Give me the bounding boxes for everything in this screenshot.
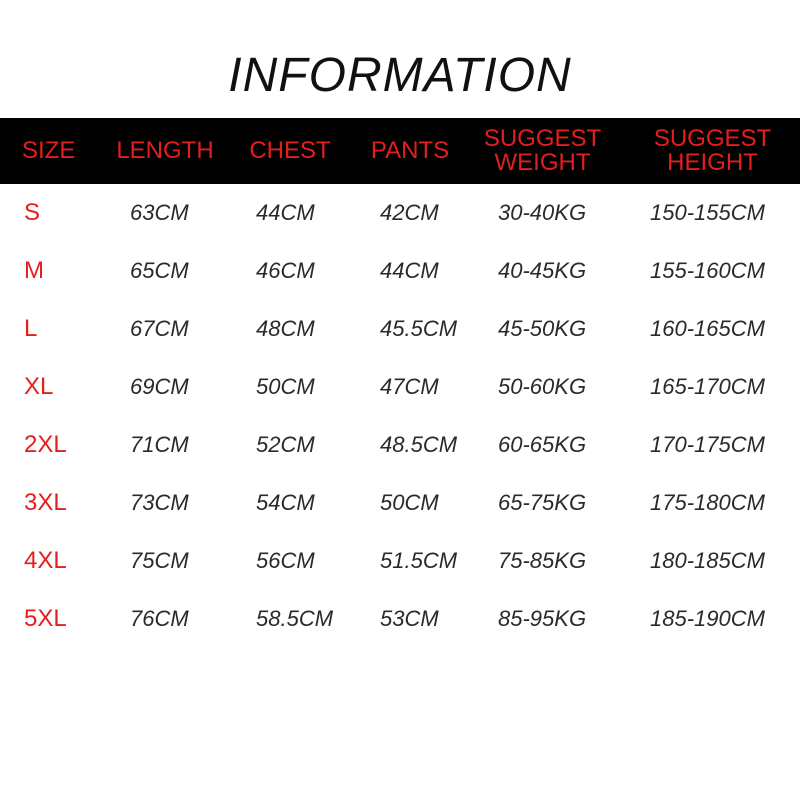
cell-length: 75CM bbox=[130, 548, 189, 573]
table-row bbox=[0, 184, 800, 242]
cell-length: 73CM bbox=[130, 490, 189, 515]
table-row bbox=[0, 416, 800, 474]
table-row bbox=[0, 300, 800, 358]
cell-weight: 40-45KG bbox=[498, 258, 587, 283]
cell-weight: 75-85KG bbox=[498, 548, 587, 573]
table-row bbox=[0, 532, 800, 590]
table-row bbox=[0, 590, 800, 648]
cell-size: 2XL bbox=[24, 431, 67, 458]
cell-weight: 45-50KG bbox=[498, 316, 587, 341]
cell-height: 150-155CM bbox=[650, 200, 765, 225]
header-suggest-height bbox=[650, 118, 775, 184]
cell-chest: 54CM bbox=[256, 490, 315, 515]
cell-chest: 46CM bbox=[256, 258, 315, 283]
table-row bbox=[0, 358, 800, 416]
cell-size: XL bbox=[24, 373, 54, 400]
cell-weight: 50-60KG bbox=[498, 374, 587, 399]
cell-weight: 85-95KG bbox=[498, 606, 587, 631]
cell-pants: 48.5CM bbox=[380, 432, 458, 457]
cell-length: 63CM bbox=[130, 200, 189, 225]
cell-size: 3XL bbox=[24, 489, 67, 516]
cell-length: 76CM bbox=[130, 606, 189, 631]
cell-height: 155-160CM bbox=[650, 258, 765, 283]
cell-length: 67CM bbox=[130, 316, 189, 341]
cell-height: 175-180CM bbox=[650, 490, 765, 515]
cell-pants: 51.5CM bbox=[380, 548, 458, 573]
cell-pants: 45.5CM bbox=[380, 316, 458, 341]
cell-chest: 52CM bbox=[256, 432, 315, 457]
cell-height: 160-165CM bbox=[650, 316, 765, 341]
cell-height: 185-190CM bbox=[650, 606, 765, 631]
cell-size: M bbox=[24, 257, 44, 284]
cell-size: 5XL bbox=[24, 605, 67, 632]
table-row bbox=[0, 474, 800, 532]
cell-chest: 56CM bbox=[256, 548, 315, 573]
header-suggest-weight bbox=[480, 118, 605, 184]
cell-size: S bbox=[24, 199, 41, 226]
table-row bbox=[0, 242, 800, 300]
cell-chest: 44CM bbox=[256, 200, 315, 225]
cell-pants: 42CM bbox=[380, 200, 439, 225]
page-title: INFORMATION bbox=[228, 49, 572, 102]
cell-chest: 50CM bbox=[256, 374, 315, 399]
cell-chest: 58.5CM bbox=[256, 606, 334, 631]
header-suggest-weight-line2: WEIGHT bbox=[494, 149, 591, 176]
header-length: LENGTH bbox=[116, 137, 214, 164]
cell-size: L bbox=[24, 315, 38, 342]
header-pants: PANTS bbox=[370, 137, 450, 164]
header-size: SIZE bbox=[22, 137, 76, 164]
table-header bbox=[0, 118, 800, 184]
cell-length: 65CM bbox=[130, 258, 189, 283]
cell-height: 170-175CM bbox=[650, 432, 765, 457]
cell-height: 180-185CM bbox=[650, 548, 765, 573]
cell-weight: 30-40KG bbox=[498, 200, 587, 225]
cell-weight: 60-65KG bbox=[498, 432, 587, 457]
cell-length: 71CM bbox=[130, 432, 189, 457]
cell-chest: 48CM bbox=[256, 316, 315, 341]
header-suggest-height-line2: HEIGHT bbox=[667, 149, 758, 176]
header-suggest-weight-line1: SUGGEST bbox=[483, 125, 602, 152]
cell-height: 165-170CM bbox=[650, 374, 765, 399]
header-chest: CHEST bbox=[249, 137, 331, 164]
cell-pants: 47CM bbox=[380, 374, 439, 399]
header-suggest-height-line1: SUGGEST bbox=[653, 125, 772, 152]
cell-pants: 44CM bbox=[380, 258, 439, 283]
cell-pants: 53CM bbox=[380, 606, 439, 631]
cell-length: 69CM bbox=[130, 374, 189, 399]
cell-weight: 65-75KG bbox=[498, 490, 587, 515]
cell-pants: 50CM bbox=[380, 490, 439, 515]
cell-size: 4XL bbox=[24, 547, 67, 574]
